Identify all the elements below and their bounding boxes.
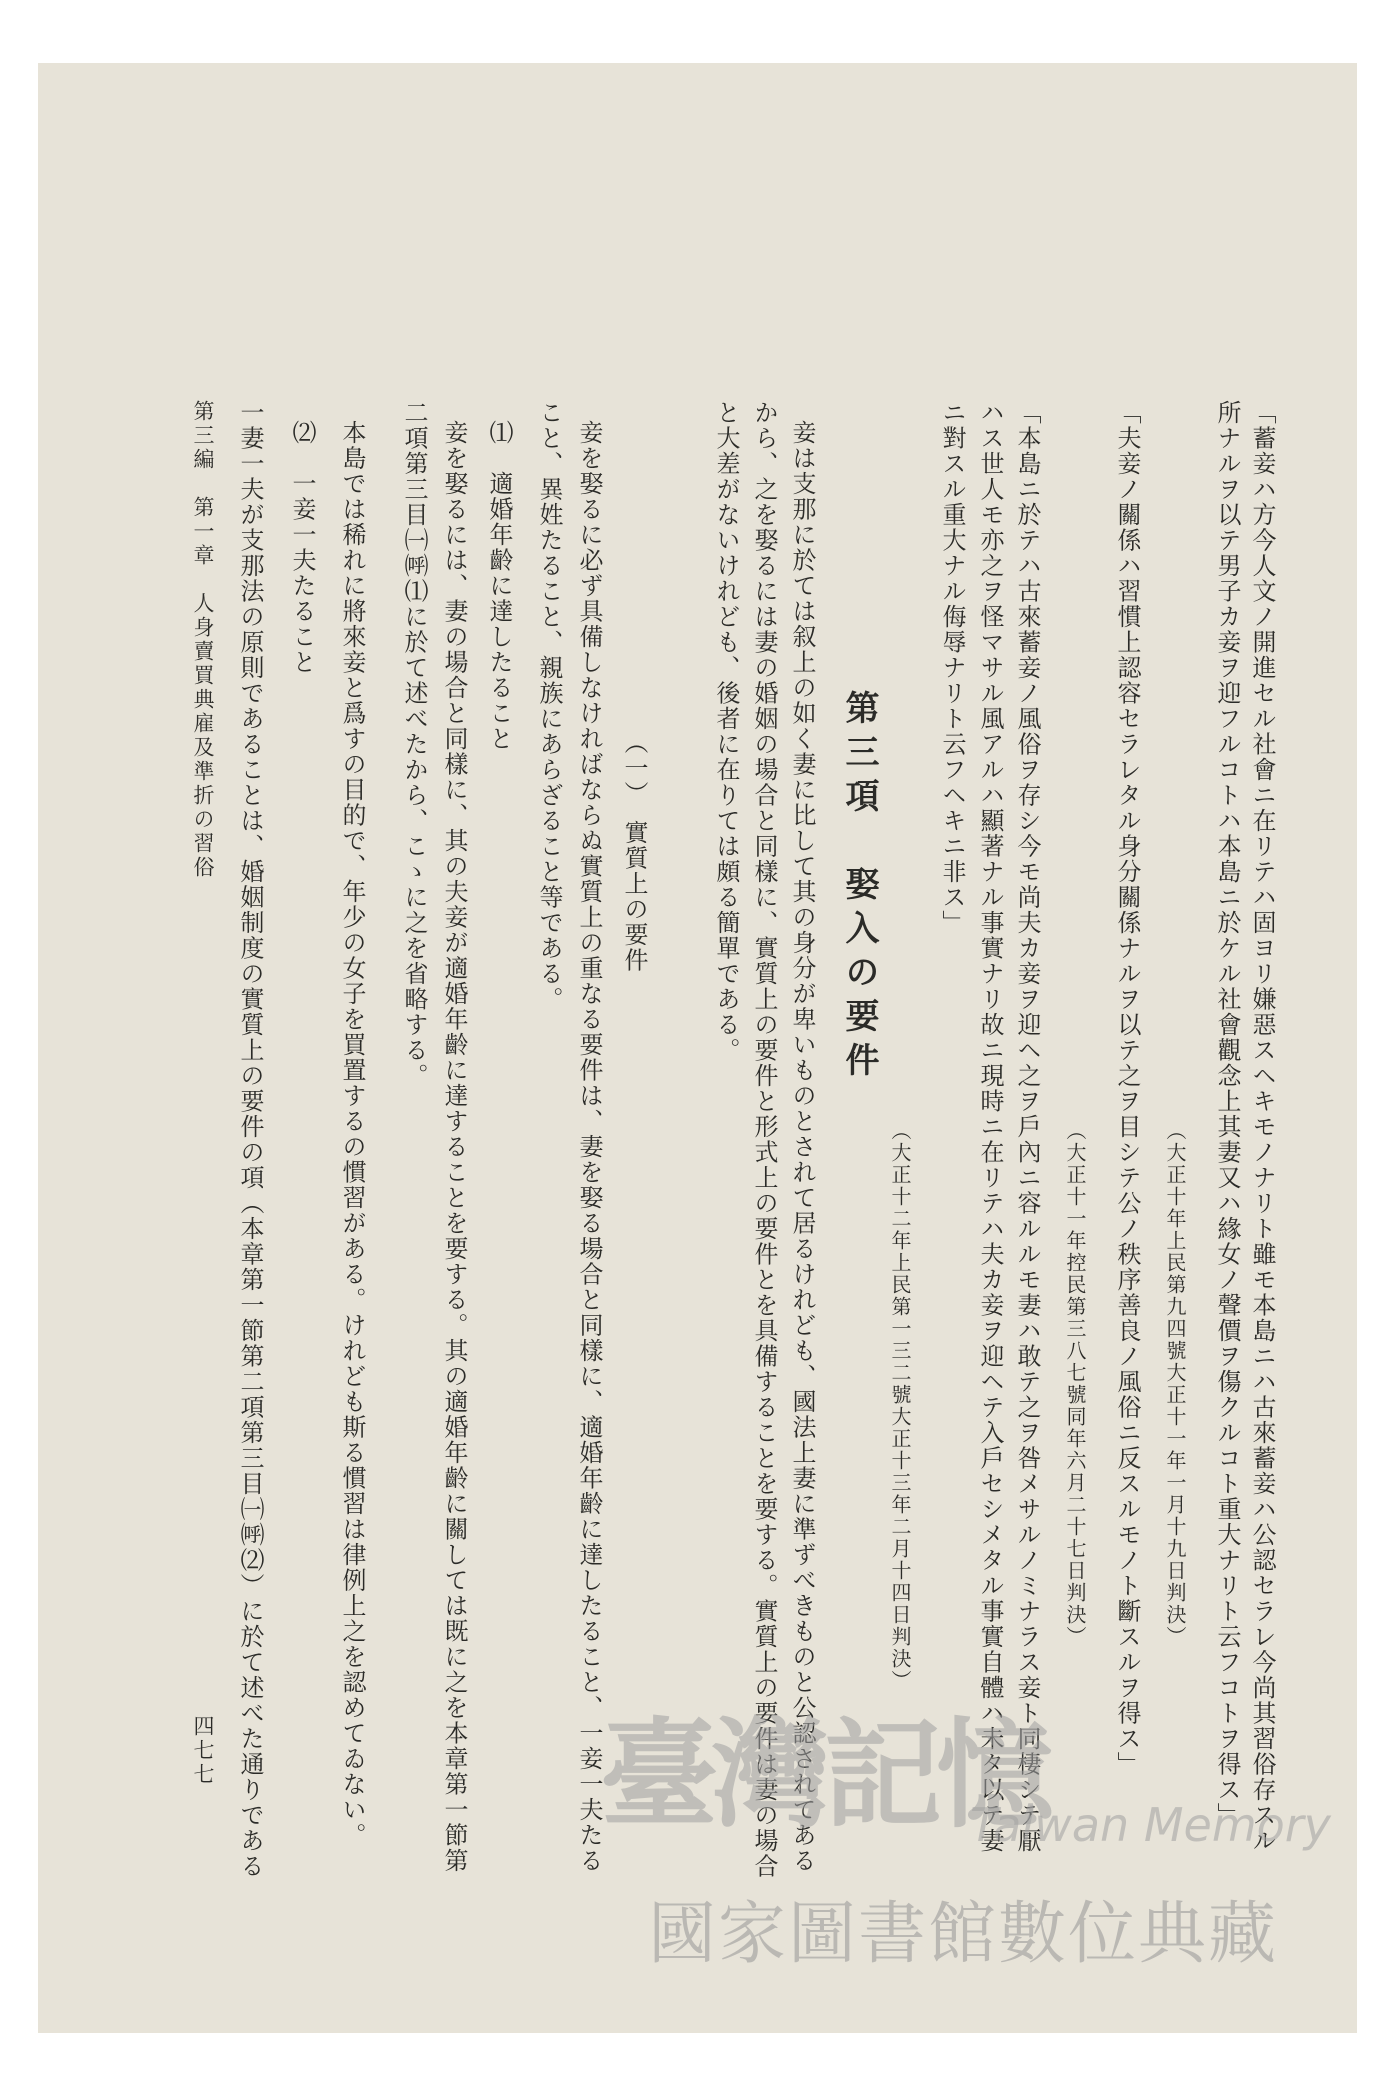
- text-column-1: 「蓄妾ハ方今人文ノ開進セル社會ニ在リテハ固ヨリ嫌惡スヘキモノナリト雖モ本島ニハ古來蓄妾ハ公認セラレ今尚其習俗存スル: [1248, 400, 1276, 1854]
- text-column-20: 本島では稀れに將來妾と爲すの目的で、年少の女子を買置するの慣習がある。けれども斯る慣習は律例上之を認めてゐない。: [338, 420, 366, 1848]
- text-column-16: こと、異姓たること、親族にあらざること等である。: [535, 400, 563, 1012]
- citation-column-5: （大正十一年控民第三八七號同年六月二十七日判決）: [1063, 1120, 1087, 1648]
- text-column-7: ハス世人モ亦之ヲ怪マサル風アルハ顯著ナル事實ナリ故ニ現時ニ在リテハ夫カ妾ヲ迎ヘテ入戶セシメタル事實自體ハ未タ以テ妻: [976, 400, 1004, 1854]
- subsection-heading: （一） 實質上の要件: [620, 730, 648, 973]
- text-column-19: 二項第三目㈠㈺⑴に於て述べたから、こゝに之を省略する。: [400, 400, 428, 1089]
- text-column-15: 妾を娶るに必ず具備しなければならぬ實質上の重なる要件は、妻を娶る場合と同樣に、適婚年齡に達したること、一妾一夫たる: [575, 420, 603, 1874]
- watermark-subtitle: 國家圖書館數位典藏: [648, 1895, 1279, 1974]
- text-column-12: から、之を娶るには妻の婚姻の場合と同樣に、實質上の要件と形式上の要件とを具備することを要する。實質上の要件は妻の場合: [750, 400, 778, 1879]
- text-column-22: 一妻一夫が支那法の原則であることは、婚姻制度の實質上の要件の項（本章第一節第二項第三目㈠㈺⑵）に於て述べた通りである: [236, 400, 264, 1879]
- text-column-13: と大差がないけれども、後者に在りては頗る簡單である。: [712, 400, 740, 1063]
- page-number: 四七七: [191, 1715, 215, 1787]
- item-heading-2: ⑵ 一妾一夫たること: [288, 420, 316, 675]
- text-column-11: 妾は支那に於ては叙上の如く妻に比して其の身分が卑いものとされて居るけれども、國法上妻に準ずべきものと公認されてある: [788, 420, 816, 1874]
- section-heading: 第三項 娶入の要件: [839, 690, 879, 1086]
- watermark-chinese: 臺灣記憶: [600, 1705, 1049, 1844]
- text-column-2: 所ナルヲ以テ男子カ妾ヲ迎フルコトハ本島ニ於ケル社會觀念上其妻又ハ緣女ノ聲價ヲ傷クルコト重大ナリト云フコトヲ得ス」: [1213, 400, 1241, 1828]
- text-column-8: ニ對スル重大ナル侮辱ナリト云フヘキニ非ス」: [938, 400, 966, 936]
- citation-column-9: （大正十二年上民第一三二號大正十三年二月十四日判決）: [888, 1120, 912, 1692]
- watermark-english: Taiwan Memory: [970, 1798, 1331, 1852]
- item-heading-1: ⑴ 適婚年齡に達したること: [485, 420, 513, 752]
- text-column-18: 妾を娶るには、妻の場合と同樣に、其の夫妾が適婚年齡に達することを要する。其の適婚年齡に關しては既に之を本章第一節第: [440, 420, 468, 1874]
- citation-column-3: （大正十年上民第九四號大正十一年一月十九日判決）: [1163, 1120, 1187, 1648]
- running-footer: 第三編 第一章 人身賣買典雇及準折の習俗: [191, 400, 215, 880]
- text-column-4: 「夫妾ノ關係ハ習慣上認容セラレタル身分關係ナルヲ以テ之ヲ目シテ公ノ秩序善良ノ風俗ニ反スルモノト斷スルヲ得ス」: [1113, 400, 1141, 1777]
- text-column-6: 「本島ニ於テハ古來蓄妾ノ風俗ヲ存シ今モ尚夫カ妾ヲ迎ヘ之ヲ戶內ニ容ルルモ妻ハ敢テ之ヲ咎メサルノミナラス妾ト同棲シテ厭: [1013, 400, 1041, 1854]
